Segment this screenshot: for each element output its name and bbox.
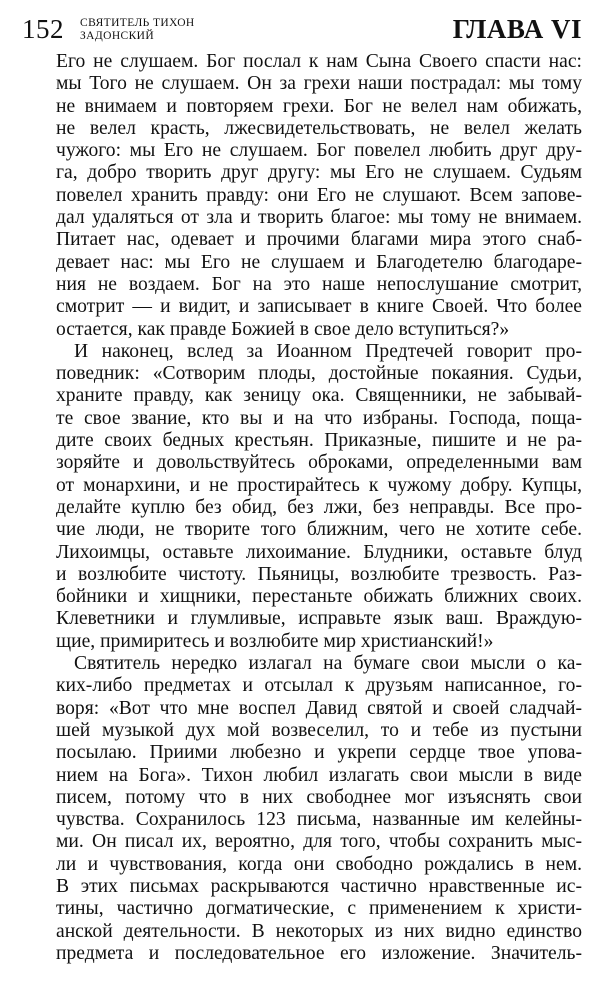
text-line: от монархини, и не простирайтесь к чужому добру. Купцы, (56, 474, 582, 496)
text-line: дал удаляться от зла и творить благое: мы тому не внимаем. (56, 207, 582, 229)
text-line: дите своих бедных крестьян. Приказные, пишите и не ра- (56, 430, 582, 452)
text-line: делайте куплю без обид, без лжи, без неправды. Все про- (56, 496, 582, 518)
page-number: 152 (22, 14, 64, 44)
text-line: предмета и последовательное его изложение. Значитель- (56, 942, 582, 964)
text-line: га, добро творить друг другу: мы Его не слушаем. Судьям (56, 162, 582, 184)
running-header (22, 10, 582, 50)
text-line: тины, частично догматические, с применением к христи- (56, 898, 582, 920)
text-line: и возлюбите чистоту. Пьяницы, возлюбите трезвость. Раз- (56, 563, 582, 585)
text-line: Лихоимцы, оставьте лихоимание. Блудники, оставьте блуд (56, 541, 582, 563)
text-line: ли и чувствования, когда они свободно рождались в нем. (56, 853, 582, 875)
text-line: В этих письмах раскрываются частично нравственные ис- (56, 875, 582, 897)
text-line: Клеветники и глумливые, исправьте язык ваш. Враждую- (56, 608, 582, 630)
text-line: И наконец, вслед за Иоанном Предтечей говорит про- (74, 340, 582, 362)
running-author-line: СВЯТИТЕЛЬ ТИХОН (80, 17, 195, 29)
text-line: чувства. Сохранилось 123 письма, названные им келейны- (56, 809, 582, 831)
text-line: Святитель нередко излагал на бумаге свои мысли о ка- (74, 653, 582, 675)
text-line: ких-либо предметах и отсылал к друзьям написанное, го- (56, 675, 582, 697)
text-line: ния не воздаем. Бог на это наше непослушание смотрит, (56, 273, 582, 295)
text-line: воря: «Вот что мне воспел Давид святой и своей сладчай- (56, 697, 582, 719)
text-line: смотрит — и видит, и записывает в книге Своей. Что более (56, 296, 582, 318)
text-line: остается, как правде Божией в свое дело вступиться?» (56, 318, 510, 340)
text-line: шей музыкой дух мой возвеселил, то и тебе из пустыни (56, 719, 582, 741)
text-line: те свое звание, кто вы и на что избраны. Господа, поща- (56, 407, 582, 429)
text-line: мы Того не слушаем. Он за грехи наши пострадал: мы тому (56, 73, 582, 95)
text-line: писем, потому что в них свободнее мог изъяснять свои (56, 786, 582, 808)
text-line: повелел хранить правду: они Его не слушают. Всем запове- (56, 184, 582, 206)
text-line: анской деятельности. В некоторых из них видно единство (56, 920, 582, 942)
text-line: не внимаем и повторяем грехи. Бог не велел нам обижать, (56, 95, 582, 117)
text-line: посылаю. Приими любезно и укрепи сердце твое упова- (56, 742, 582, 764)
text-line: зоряйте и довольствуйтесь оброками, определенными вам (56, 452, 582, 474)
chapter-title: ГЛАВА VI (452, 14, 582, 44)
text-line: нием на Бога». Тихон любил излагать свои мысли в виде (56, 764, 582, 786)
text-line: щие, примиритесь и возлюбите мир христианский!» (56, 630, 494, 652)
text-line: чужого: мы Его не слушаем. Бог повелел любить друг дру- (56, 140, 582, 162)
text-line: Питает нас, одевает и прочими благами мира этого снаб- (56, 229, 582, 251)
body-text (56, 51, 582, 965)
text-line: бойники и хищники, перестаньте обижать ближних своих. (56, 586, 582, 608)
text-line: храните правду, как зеницу ока. Священники, не забывай- (56, 385, 582, 407)
text-line: не велел красть, лжесвидетельствовать, не велел желать (56, 117, 582, 139)
text-line: ми. Он писал их, вероятно, для того, чтобы сохранить мыс- (56, 831, 582, 853)
text-line: девает нас: мы Его не слушаем и Благодетелю благодаре- (56, 251, 582, 273)
text-line: Его не слушаем. Бог послал к нам Сына Своего спасти нас: (56, 51, 582, 72)
text-line: чие люди, не творите того ближним, чего не хотите себе. (56, 519, 582, 541)
running-author-line: ЗАДОНСКИЙ (80, 29, 155, 42)
running-author (80, 17, 195, 42)
text-line: поведник: «Сотворим плоды, достойные покаяния. Судьи, (56, 363, 582, 385)
